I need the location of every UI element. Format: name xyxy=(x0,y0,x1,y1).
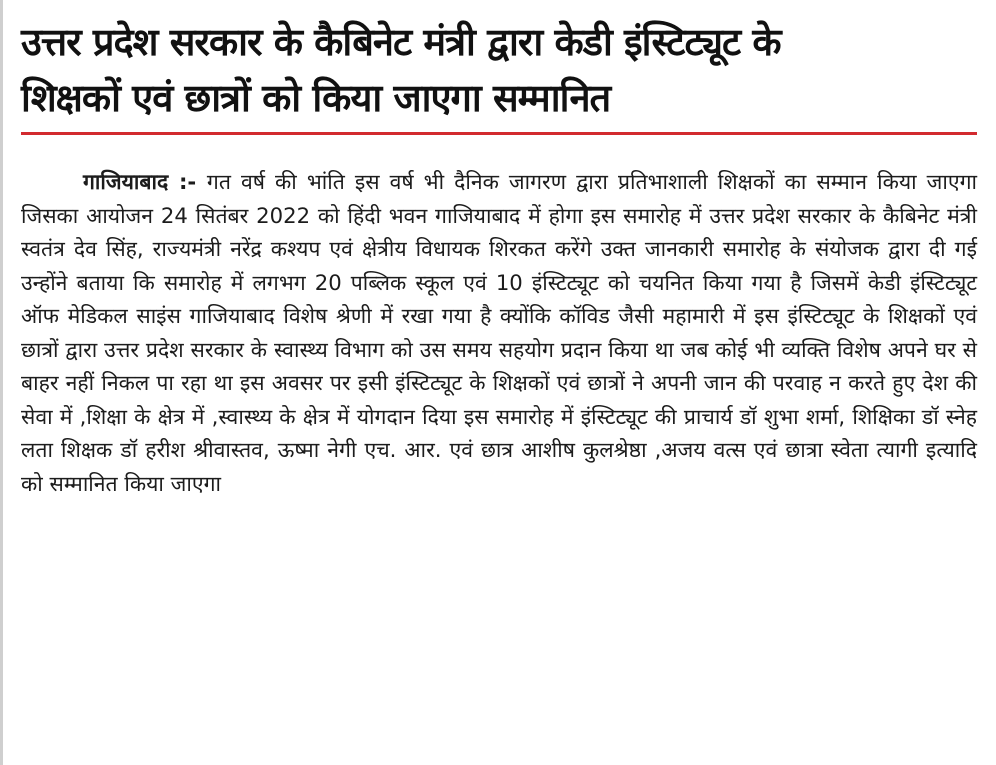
headline-line-1: उत्तर प्रदेश सरकार के कैबिनेट मंत्री द्वारा केडी इंस्टिट्यूट के xyxy=(21,20,781,64)
dateline: गाजियाबाद xyxy=(83,169,169,194)
headline-divider xyxy=(21,132,977,135)
dateline-separator: :- xyxy=(168,169,207,194)
headline-line-2: शिक्षकों एवं छात्रों को किया जाएगा सम्मानित xyxy=(21,76,611,120)
headline xyxy=(21,14,977,126)
article-text: गत वर्ष की भांति इस वर्ष भी दैनिक जागरण द्वारा प्रतिभाशाली शिक्षकों का सम्मान किया जाएगा जिसका आयोजन 24 सितंबर 2022 को हिंदी भवन गाजियाबाद में होगा इस समारोह में उत्तर प्रदेश सरकार के कैबिनेट मंत्री स्वतंत्र देव सिंह, राज्यमंत्री नरेंद्र कश्यप एवं क्षेत्रीय विधायक शिरकत करेंगे उक्त जानकारी समारोह के संयोजक द्वारा दी गई उन्होंने बताया कि समारोह में लगभग 20 पब्लिक स्कूल एवं 10 इंस्टिट्यूट को चयनित किया गया है जिसमें केडी इंस्टिट्यूट ऑफ मेडिकल साइंस गाजियाबाद विशेष श्रेणी में रखा गया है क्योंकि कॉविड जैसी महामारी में इस इंस्टिट्यूट के शिक्षकों एवं छात्रों द्वारा उत्तर प्रदेश सरकार के स्वास्थ्य विभाग को उस समय सहयोग प्रदान किया था जब कोई भी व्यक्ति विशेष अपने घर से बाहर नहीं निकल पा रहा था इस अवसर पर इसी इंस्टिट्यूट के शिक्षकों एवं छात्रों ने अपनी जान की परवाह न करते हुए देश की सेवा में ,शिक्षा के क्षेत्र में ,स्वास्थ्य के क्षेत्र में योगदान दिया इस समारोह में इंस्टिट्यूट की प्राचार्य डॉ शुभा शर्मा, शिक्षिका डॉ स्नेह लता शिक्षक डॉ हरीश श्रीवास्तव, ऊष्मा नेगी एच. आर. एवं छात्र आशीष कुलश्रेष्ठा ,अजय वत्स एवं छात्रा स्वेता त्यागी इत्यादि को सम्मानित किया जाएगा xyxy=(21,169,977,496)
article-body xyxy=(21,165,977,500)
